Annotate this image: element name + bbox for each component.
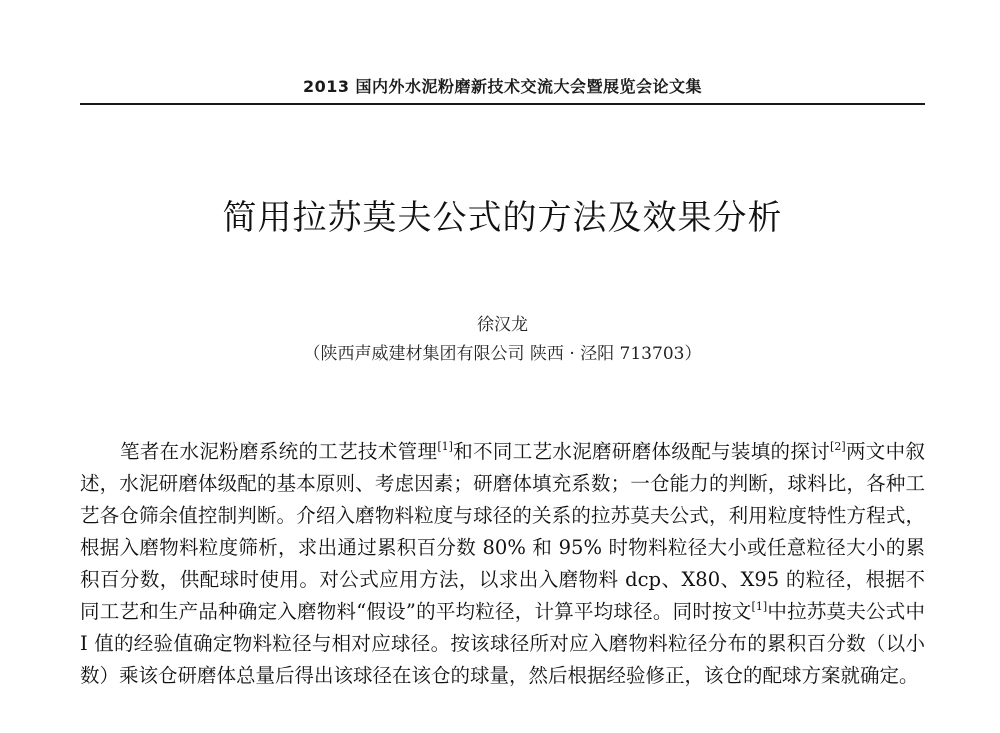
- body-text: 笔者在水泥粉磨系统的工艺技术管理: [120, 440, 438, 463]
- author-name: 徐汉龙: [477, 315, 528, 335]
- author-affiliation: （陕西声威建材集团有限公司 陕西 · 泾阳 713703）: [303, 344, 702, 364]
- citation-ref: [2]: [830, 440, 846, 453]
- body-text: 和不同工艺水泥磨研磨体级配与装填的探讨: [452, 440, 831, 463]
- body-text: 中拉苏莫夫公式中 I 值的经验值确定物料粒径与相对应球径。按该球径所对应入磨物料粒径分布的累积百分数（以小数）乘该仓研磨体总量后得出该球径在该仓的球量，然后根据经验修正，该仓的配球方案就确定。: [80, 600, 925, 687]
- body-text: 两文中叙述，水泥研磨体级配的基本原则、考虑因素；研磨体填充系数；一仓能力的判断，球料比，各种工艺各仓筛余值控制判断。介绍入磨物料粒度与球径的关系的拉苏莫夫公式，利用粒度特性方程式，根据入磨物料粒度筛析，求出通过累积百分数 80% 和 95% 时物料粒径大小或任意粒径大小的累积百分数，供配球时使用。对公式应用方法，以求出入磨物料 dcp、X80、X95 的粒径，根据不同工艺和生产品种确定入磨物料“假设”的平均粒径，计算平均球径。同时按文: [80, 440, 925, 623]
- header-rule: [80, 103, 925, 105]
- citation-ref: [1]: [437, 440, 453, 453]
- running-header: 2013 国内外水泥粉磨新技术交流大会暨展览会论文集: [302, 77, 703, 96]
- citation-ref: [1]: [751, 600, 768, 613]
- article-title: 简用拉苏莫夫公式的方法及效果分析: [222, 198, 783, 238]
- body-paragraph: [80, 436, 925, 692]
